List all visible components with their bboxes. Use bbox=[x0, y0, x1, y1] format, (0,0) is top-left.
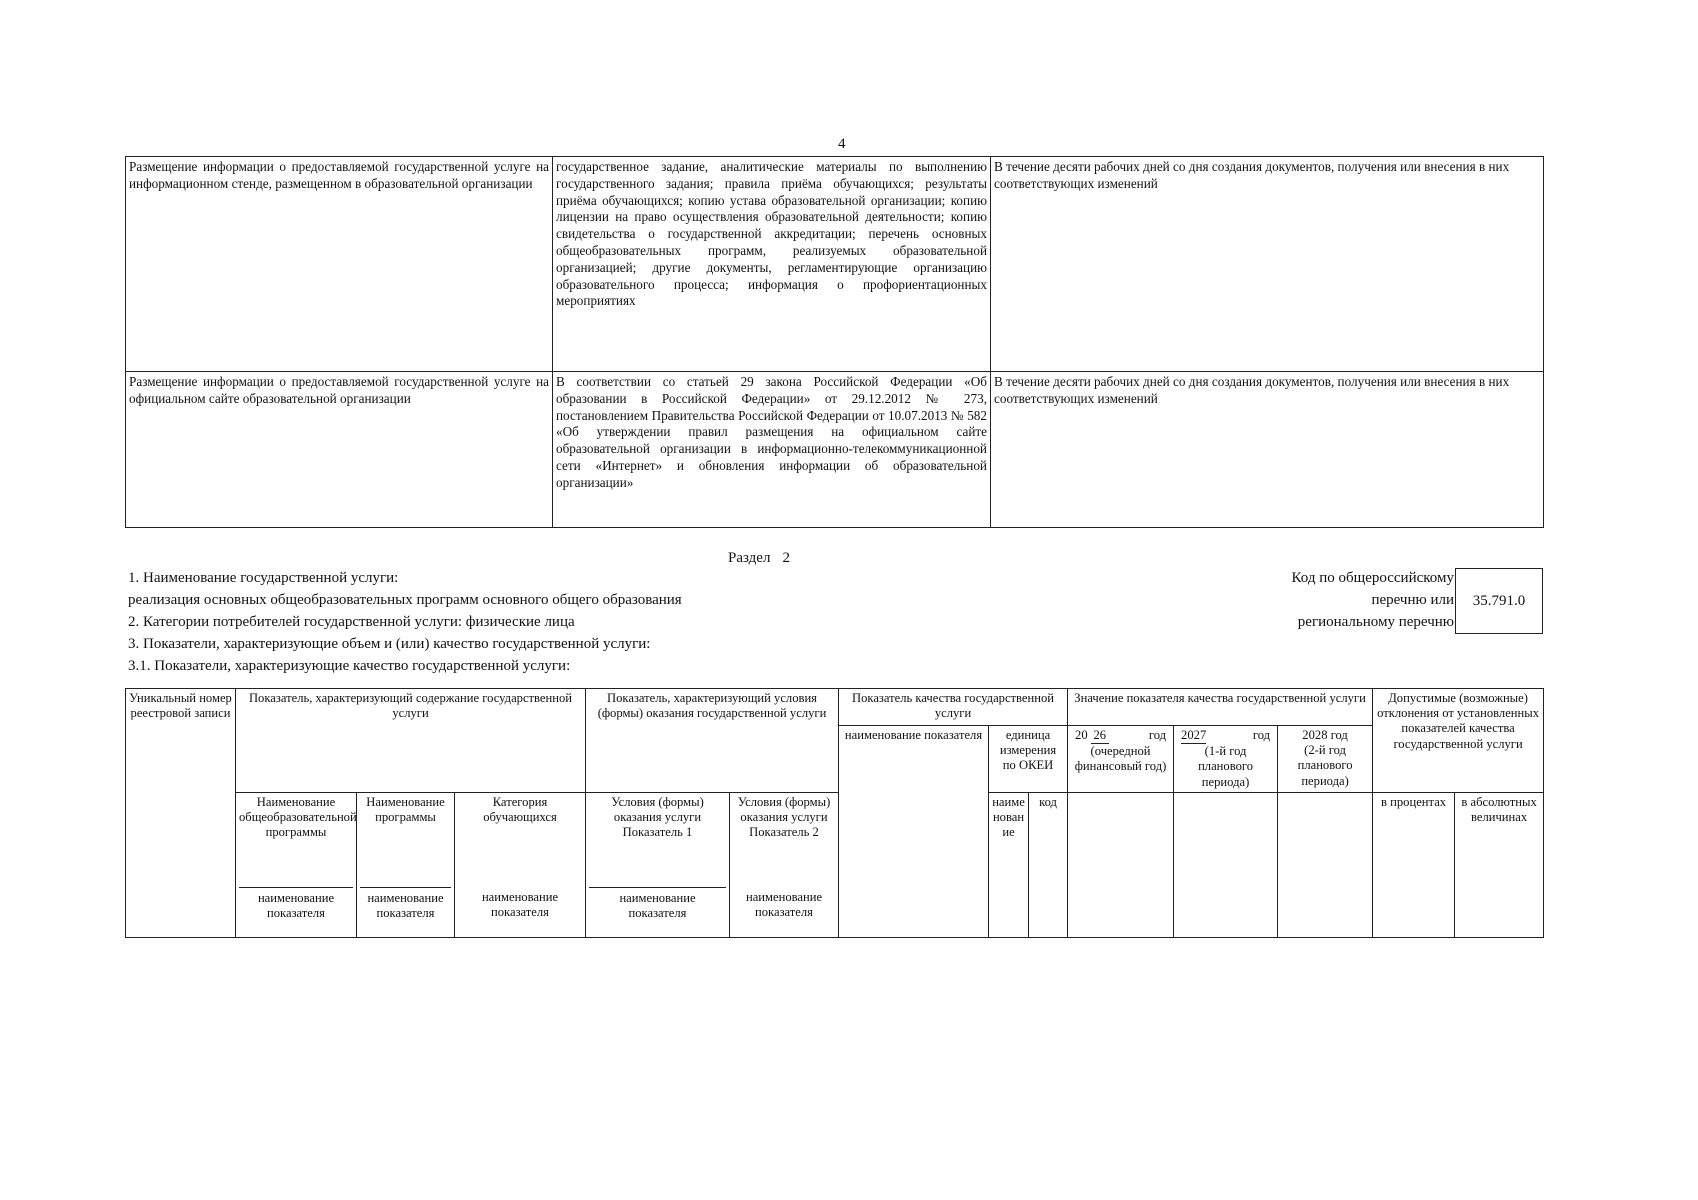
indicator-name-label: наименование показателя bbox=[589, 887, 726, 921]
col-deviation-percent: в процентах bbox=[1373, 792, 1455, 937]
header-conditions-indicator: Показатель, характеризующий условия (формы) оказания государственной услуги bbox=[586, 689, 839, 793]
section-label: Раздел bbox=[728, 550, 771, 566]
section-heading bbox=[728, 550, 790, 567]
quality-indicators-table bbox=[125, 688, 1544, 938]
indicator-name-label: наименование показателя bbox=[239, 887, 353, 921]
page-number: 4 bbox=[838, 136, 846, 152]
service-code-box: 35.791.0 bbox=[1455, 568, 1543, 634]
code-label-3: региональному перечню bbox=[1297, 614, 1454, 630]
publication-frequency: В течение десяти рабочих дней со дня создания документов, получения или внесения в них соответствующих изменений bbox=[991, 372, 1544, 528]
col-value-year-3 bbox=[1278, 792, 1373, 937]
section-number: 2 bbox=[782, 550, 790, 566]
code-label-1: Код по общероссийскому bbox=[1291, 570, 1454, 586]
col-condition-2: Условия (формы) оказания услуги Показатель 2 наименование показателя bbox=[730, 792, 839, 937]
publication-frequency: В течение десяти рабочих дней со дня создания документов, получения или внесения в них соответствующих изменений bbox=[991, 157, 1544, 372]
indicator-name-label: наименование показателя bbox=[360, 887, 451, 921]
indicators-heading: 3. Показатели, характеризующие объем и (или) качество государственной услуги: bbox=[128, 636, 651, 652]
header-unique-number: Уникальный номер реестровой записи bbox=[126, 689, 236, 938]
publication-content: государственное задание, аналитические материалы по выполнению государственного задания; правила приёма обучающихся; результаты приёма обучающихся; копию устава образовательной организации; копию лицензии на право осуществления образовательной деятельности; копию свидетельства о государственной аккредитации; перечень основных общеобразовательных программ, реализуемых образовательной организацией; другие документы, регламентирующие организацию образовательного процесса; информация о профориентационных мероприятиях bbox=[553, 157, 991, 372]
quality-indicators-heading: 3.1. Показатели, характеризующие качество государственной услуги: bbox=[128, 658, 571, 674]
header-unit-okei: единица измерения по ОКЕИ bbox=[989, 726, 1068, 793]
header-year-1: 20 26 год (очередной финансовый год) bbox=[1068, 726, 1174, 793]
header-deviation: Допустимые (возможные) отклонения от установленных показателей качества государственной услуги bbox=[1373, 689, 1544, 793]
header-content-indicator: Показатель, характеризующий содержание государственной услуги bbox=[236, 689, 586, 793]
table-row bbox=[126, 372, 1544, 528]
header-quality-values: Значение показателя качества государственной услуги bbox=[1068, 689, 1373, 726]
header-year-3: 2028 год (2-й год планового периода) bbox=[1278, 726, 1373, 793]
header-indicator-name: наименование показателя bbox=[839, 726, 989, 938]
table-row bbox=[126, 157, 1544, 372]
header-quality-indicator: Показатель качества государственной услуги bbox=[839, 689, 1068, 726]
indicator-name-label: наименование показателя bbox=[745, 889, 823, 920]
col-unit-name: наименование bbox=[989, 792, 1029, 937]
col-student-category: Категория обучающихся наименование показателя bbox=[455, 792, 586, 937]
col-unit-code: код bbox=[1029, 792, 1068, 937]
publication-method: Размещение информации о предоставляемой государственной услуге на официальном сайте образовательной организации bbox=[126, 372, 553, 528]
col-value-year-1 bbox=[1068, 792, 1174, 937]
col-program-name-2: Наименование программы наименование показателя bbox=[357, 792, 455, 937]
col-program-name: Наименование общеобразовательной программы наименование показателя bbox=[236, 792, 357, 937]
service-name-value: реализация основных общеобразовательных программ основного общего образования bbox=[128, 592, 682, 608]
service-name-label: 1. Наименование государственной услуги: bbox=[128, 570, 399, 586]
publication-method: Размещение информации о предоставляемой государственной услуге на информационном стенде, размещенном в образовательной организации bbox=[126, 157, 553, 372]
col-condition-1: Условия (формы) оказания услуги Показатель 1 наименование показателя bbox=[586, 792, 730, 937]
info-publication-table bbox=[125, 156, 1544, 528]
code-label-2: перечню или bbox=[1371, 592, 1454, 608]
indicator-name-label: наименование показателя bbox=[481, 889, 559, 920]
header-year-2: 2027 год (1-й год планового периода) bbox=[1174, 726, 1278, 793]
col-deviation-absolute: в абсолютных величинах bbox=[1455, 792, 1544, 937]
consumer-categories: 2. Категории потребителей государственной услуги: физические лица bbox=[128, 614, 575, 630]
publication-content: В соответствии со статьей 29 закона Российской Федерации «Об образовании в Российской Федерации» от 29.12.2012 № 273, постановлением Правительства Российской Федерации от 10.07.2013 № 582 «Об утверждении правил размещения на официальном сайте образовательной организации в информационно-телекоммуникационной сети «Интернет» и обновления информации об образовательной организации» bbox=[553, 372, 991, 528]
col-value-year-2 bbox=[1174, 792, 1278, 937]
